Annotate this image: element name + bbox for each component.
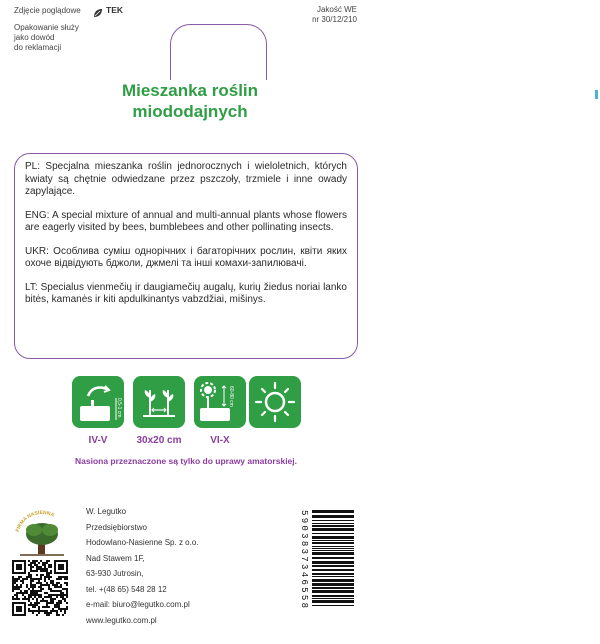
sun-icon [249, 376, 301, 428]
brand-mark: TEK [106, 5, 123, 15]
barcode-bar [312, 587, 354, 589]
barcode-bar [312, 533, 354, 534]
company-website: www.legutko.com.pl [86, 615, 157, 625]
qr-code [12, 560, 68, 616]
barcode-bar [312, 510, 354, 513]
edge-marker [595, 90, 598, 99]
company-name: W. Legutko [86, 507, 127, 516]
product-title-line-2: miododajnych [132, 102, 248, 121]
description-lt: LT: Specialus vienmečių ir daugiamečių augalų, kurių žiedus noriai lanko bitės, kamanės ir kiti apdulkinantys vabzdžiai, mišinys. [25, 281, 347, 305]
quality-line-2: nr 30/12/210 [312, 15, 357, 24]
barcode-bar [312, 590, 354, 593]
barcode-bar [312, 583, 354, 586]
description-ukr: UKR: Особлива суміш однорічних і багаторічних рослин, квіти яких охоче відвідують бджоли, джмелі та інші комахи-запилювачі. [25, 245, 347, 269]
company-line: Przedsiębiorstwo [86, 522, 147, 532]
barcode-bar [312, 579, 354, 582]
logo-arc-text: FIRMA NASIENNA [14, 509, 56, 533]
flowering-height-text: 60-80 cm [228, 386, 234, 407]
company-line: Hodowlano-Nasienne Sp. z o.o. [86, 538, 199, 547]
barcode-bar [312, 561, 354, 564]
sowing-depth-icon [72, 376, 124, 428]
description-pl: PL: Specjalna mieszanka roślin jednorocznych i wieloletnich, których kwiaty są chętnie odwiedzane przez pszczoły, trzmiele i inne owady zapylające. [25, 161, 347, 197]
company-address-street: Nad Stawem 1F, [86, 553, 145, 563]
barcode-bar [312, 595, 354, 597]
barcode-bar [312, 515, 354, 518]
barcode-bar [312, 528, 354, 531]
barcode-bar [312, 576, 354, 577]
product-title [60, 80, 320, 122]
spacing-label: 30x20 cm [136, 435, 182, 446]
company-contact [86, 504, 199, 628]
packaging-note [14, 23, 79, 53]
barcode-bar [312, 569, 354, 571]
packaging-line: Opakowanie służy [14, 23, 79, 32]
barcode-digits: 5903837346558 [299, 510, 309, 608]
barcode-bar [312, 542, 354, 544]
barcode-bar [312, 573, 354, 575]
sowing-period-label: IV-V [88, 435, 108, 446]
barcode-bar [312, 550, 354, 551]
barcode-bar [312, 605, 354, 606]
sowing-depth-text: 0,5-1 cm [116, 398, 122, 418]
company-logo [12, 508, 72, 560]
barcode-bar [312, 598, 354, 599]
flowering-period-label: VI-X [210, 435, 230, 446]
barcode-bar [312, 523, 354, 524]
plant-spacing-icon [133, 376, 185, 428]
description-eng: ENG: A special mixture of annual and multi-annual plants whose flowers are eagerly visited by bees, bumblebees and other pollinating insects. [25, 209, 347, 233]
barcode-bar [312, 520, 354, 521]
barcode-bar [312, 536, 354, 539]
barcode-bar [312, 548, 354, 549]
barcode-bar [312, 546, 354, 547]
quality-line-1: Jakość WE [316, 5, 357, 14]
description-box [14, 153, 358, 359]
barcode-bar [312, 565, 354, 567]
packaging-line: do reklamacji [14, 43, 62, 52]
hanger-tab-outline [170, 24, 267, 80]
preview-note: Zdjęcie poglądowe [14, 6, 81, 15]
barcode-bar [312, 525, 354, 527]
brand-tek [93, 5, 123, 15]
packaging-line: jako dowód [14, 33, 55, 42]
barcode-bar [312, 600, 354, 603]
amateur-use-notice: Nasiona przeznaczone są tylko do uprawy amatorskiej. [74, 456, 298, 466]
company-address-city: 63-930 Jutrosin, [86, 569, 144, 578]
flowering-height-icon [194, 376, 246, 428]
leaf-icon [93, 5, 103, 15]
barcode-bar [312, 557, 354, 559]
barcode-bar [312, 552, 354, 555]
company-email: e-mail: biuro@legutko.com.pl [86, 600, 190, 609]
product-title-line-1: Mieszanka roślin [121, 81, 259, 100]
company-phone: tel. +(48 65) 548 28 12 [86, 584, 167, 594]
barcode-bar [312, 540, 354, 541]
barcode [298, 508, 356, 610]
